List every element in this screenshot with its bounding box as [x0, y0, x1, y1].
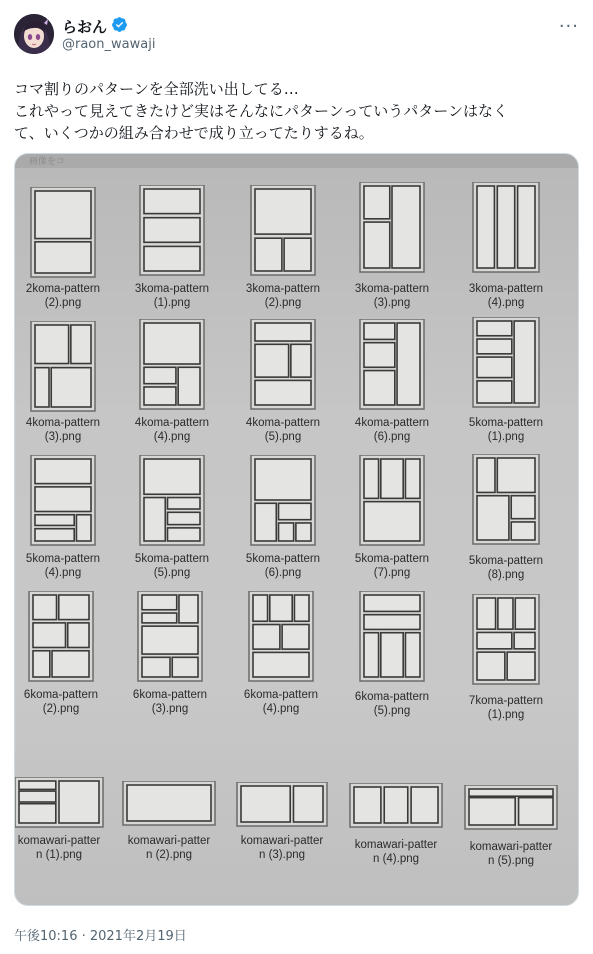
- comic-panel: [477, 632, 512, 648]
- file-name-line1: 4koma-pattern: [245, 417, 321, 429]
- comic-panel: [397, 323, 420, 405]
- comic-panel: [52, 651, 89, 677]
- photo-top-fragment: 画像をコ: [29, 157, 66, 167]
- file-name-label: [352, 416, 432, 444]
- comic-panel: [35, 487, 91, 512]
- file-name-line1: 5koma-pattern: [354, 553, 430, 565]
- file-thumbnail: [132, 455, 212, 582]
- file-name-line1: komawari-patter: [354, 839, 438, 851]
- file-name-label: [352, 552, 432, 580]
- file-thumbnail: [115, 781, 223, 864]
- file-thumbnail: [132, 185, 212, 312]
- comic-panel: [253, 595, 268, 621]
- comic-panel: [279, 503, 311, 519]
- file-name-line1: 4koma-pattern: [25, 417, 101, 429]
- comic-panel: [76, 515, 91, 541]
- file-name-line1: 5koma-pattern: [468, 555, 544, 567]
- tweet-line: て、いくつかの組み合わせで成り立ってたりするね。: [14, 124, 374, 142]
- file-name-line1: 5koma-pattern: [134, 553, 210, 565]
- comic-panel: [270, 595, 292, 621]
- panel-layout-icon: [132, 455, 212, 549]
- comic-panel: [511, 496, 535, 519]
- comic-panel: [296, 523, 311, 541]
- comic-panel: [33, 595, 57, 620]
- panel-layout-icon: [465, 182, 547, 276]
- file-name-line1: 6koma-pattern: [243, 689, 319, 701]
- file-name-line2: (4).png: [487, 297, 525, 309]
- comic-panel: [255, 238, 282, 271]
- comic-panel: [381, 633, 403, 677]
- comic-panel: [255, 344, 289, 377]
- file-name-label: [23, 416, 103, 444]
- comic-panel: [477, 357, 512, 378]
- file-name-label: [342, 838, 450, 866]
- file-name-label: [23, 282, 103, 310]
- comic-panel: [144, 367, 176, 383]
- tweet-photo[interactable]: [14, 153, 579, 906]
- file-name-line1: 3koma-pattern: [354, 283, 430, 295]
- file-name-label: [465, 416, 547, 444]
- panel-layout-icon: [352, 591, 432, 685]
- comic-panel: [364, 502, 420, 541]
- comic-panel: [477, 186, 494, 268]
- comic-panel: [477, 496, 509, 540]
- panel-layout-icon: [241, 591, 321, 685]
- file-name-line2: n (4).png: [372, 853, 420, 865]
- comic-panel: [179, 595, 198, 623]
- file-name-label: [21, 688, 101, 716]
- file-name-label: [229, 834, 335, 862]
- comic-panel: [142, 657, 170, 677]
- file-name-line2: (1).png: [153, 297, 191, 309]
- comic-panel: [255, 503, 276, 541]
- file-name-line2: n (1).png: [35, 849, 83, 861]
- panel-layout-icon: [21, 591, 101, 685]
- panel-layout-icon: [132, 185, 212, 279]
- panel-layout-icon: [243, 455, 323, 549]
- comic-panel: [364, 633, 379, 677]
- file-name-line1: 4koma-pattern: [354, 417, 430, 429]
- comic-panel: [364, 323, 395, 339]
- comic-panel: [354, 787, 381, 823]
- file-name-label: [352, 690, 432, 718]
- file-name-label: [241, 688, 321, 716]
- comic-panel: [71, 325, 91, 364]
- comic-panel: [35, 529, 74, 541]
- file-name-line1: komawari-patter: [469, 841, 553, 853]
- file-name-line1: 7koma-pattern: [468, 695, 544, 707]
- comic-panel: [518, 186, 535, 268]
- panel-layout-icon: [23, 455, 103, 549]
- comic-panel: [127, 785, 211, 821]
- file-thumbnail: [14, 777, 111, 864]
- file-name-line2: (5).png: [373, 705, 411, 717]
- comic-panel: [255, 323, 311, 341]
- comic-panel: [364, 186, 390, 219]
- comic-panel: [35, 368, 49, 407]
- comic-panel: [19, 781, 56, 789]
- panel-layout-icon: [465, 594, 547, 688]
- panel-layout-icon: [243, 185, 323, 279]
- comic-panel: [241, 786, 290, 822]
- file-name-line1: 5koma-pattern: [245, 553, 321, 565]
- file-thumbnail: [229, 782, 335, 864]
- comic-panel: [168, 498, 200, 509]
- file-name-label: [465, 554, 547, 582]
- comic-panel: [507, 652, 535, 680]
- comic-panel: [514, 321, 535, 403]
- file-name-line2: (2).png: [44, 297, 82, 309]
- comic-panel: [144, 459, 200, 494]
- comic-panel: [519, 798, 553, 825]
- file-name-line1: 6koma-pattern: [23, 689, 99, 701]
- file-thumbnail: [352, 182, 432, 312]
- panel-layout-icon: [229, 782, 335, 830]
- comic-panel: [144, 387, 176, 405]
- panel-layout-icon: [115, 781, 223, 829]
- comic-panel: [51, 368, 91, 407]
- file-name-line1: 5koma-pattern: [468, 417, 544, 429]
- comic-panel: [364, 222, 390, 268]
- file-name-line2: (6).png: [373, 431, 411, 443]
- file-name-line1: 6koma-pattern: [132, 689, 208, 701]
- comic-panel: [405, 633, 420, 677]
- panel-layout-icon: [132, 319, 212, 413]
- file-name-line1: 3koma-pattern: [468, 283, 544, 295]
- file-thumbnail: [23, 321, 103, 446]
- file-thumbnail: [352, 455, 432, 582]
- file-name-line1: 2koma-pattern: [25, 283, 101, 295]
- comic-panel: [469, 798, 515, 825]
- file-thumbnail: [243, 319, 323, 446]
- comic-panel: [255, 189, 311, 234]
- file-name-line2: n (5).png: [487, 855, 535, 867]
- file-name-line2: (8).png: [487, 569, 525, 581]
- panel-layout-icon: [342, 783, 450, 831]
- file-name-line2: n (3).png: [258, 849, 306, 861]
- panel-layout-icon: [465, 454, 547, 548]
- file-thumbnail: [342, 783, 450, 868]
- file-thumbnail: [352, 591, 432, 720]
- comic-panel: [384, 787, 408, 823]
- comic-panel: [293, 786, 323, 822]
- panel-layout-icon: [243, 319, 323, 413]
- file-name-line2: (7).png: [373, 567, 411, 579]
- panel-layout-icon: [457, 785, 565, 833]
- comic-panel: [142, 595, 177, 610]
- comic-panel: [35, 242, 91, 273]
- comic-panel: [392, 186, 420, 268]
- comic-panel: [142, 626, 198, 654]
- comic-panel: [144, 218, 200, 243]
- comic-panel: [405, 459, 420, 498]
- tweet-header: [14, 12, 579, 62]
- comic-panel: [364, 595, 420, 611]
- comic-panel: [515, 598, 535, 629]
- panel-layout-icon: [14, 777, 111, 831]
- file-name-line2: (1).png: [487, 709, 525, 721]
- comic-panel: [364, 343, 395, 368]
- comic-panel: [168, 528, 200, 541]
- file-name-line2: (4).png: [262, 703, 300, 715]
- comic-panel: [364, 459, 379, 498]
- file-name-line2: (4).png: [153, 431, 191, 443]
- comic-panel: [477, 321, 512, 336]
- file-name-line1: komawari-patter: [17, 835, 101, 847]
- file-name-label: [465, 282, 547, 310]
- comic-panel: [144, 246, 200, 271]
- tweet-line: これやって見えてきたけど実はそんなにパターンっていうパターンはなく: [14, 102, 508, 120]
- file-name-label: [465, 694, 547, 722]
- comic-panel: [255, 459, 311, 500]
- comic-panel: [35, 459, 91, 484]
- comic-panel: [294, 595, 309, 621]
- photo-top-strip: [15, 154, 578, 168]
- file-name-label: [352, 282, 432, 310]
- file-name-label: [243, 282, 323, 310]
- panel-layout-icon: [352, 182, 432, 276]
- file-thumbnail: [465, 182, 547, 312]
- file-name-line2: (5).png: [264, 431, 302, 443]
- comic-panel: [19, 804, 56, 823]
- file-name-line2: (3).png: [44, 431, 82, 443]
- file-name-label: [132, 416, 212, 444]
- file-name-line1: 5koma-pattern: [25, 553, 101, 565]
- comic-panel: [477, 381, 512, 403]
- comic-panel: [68, 623, 89, 648]
- display-name[interactable]: らおん: [62, 18, 108, 36]
- file-name-label: [130, 688, 210, 716]
- comic-panel: [35, 191, 91, 239]
- file-thumbnail: [130, 591, 210, 718]
- comic-panel: [291, 344, 311, 377]
- file-name-label: [457, 840, 565, 868]
- file-name-line2: (3).png: [373, 297, 411, 309]
- comic-panel: [477, 598, 496, 629]
- file-name-line2: (3).png: [151, 703, 189, 715]
- file-name-line2: (2).png: [264, 297, 302, 309]
- file-thumbnail: [465, 594, 547, 724]
- comic-panel: [498, 598, 513, 629]
- comic-panel: [144, 189, 200, 214]
- comic-panel: [511, 522, 535, 540]
- file-thumbnail: [243, 185, 323, 312]
- file-thumbnail: [241, 591, 321, 718]
- more-options-icon[interactable]: ···: [558, 16, 579, 37]
- file-name-line1: 4koma-pattern: [134, 417, 210, 429]
- comic-panel: [279, 523, 294, 541]
- file-name-line2: (4).png: [44, 567, 82, 579]
- panel-layout-icon: [352, 319, 432, 413]
- comic-panel: [35, 515, 74, 526]
- file-name-label: [14, 834, 111, 862]
- file-name-label: [132, 552, 212, 580]
- file-thumbnail: [243, 455, 323, 582]
- comic-panel: [59, 595, 89, 620]
- file-name-label: [23, 552, 103, 580]
- panel-layout-icon: [23, 321, 103, 415]
- file-name-label: [115, 834, 223, 862]
- file-thumbnail: [457, 785, 565, 870]
- comic-panel: [514, 632, 535, 648]
- comic-panel: [477, 652, 505, 680]
- tweet-line: コマ割りのパターンを全部洗い出してる…: [14, 80, 299, 98]
- avatar[interactable]: [14, 14, 54, 54]
- comic-panel: [178, 367, 200, 405]
- file-name-line2: (2).png: [42, 703, 80, 715]
- comic-panel: [33, 651, 50, 677]
- file-name-label: [243, 552, 323, 580]
- comic-panel: [19, 791, 56, 802]
- file-name-line1: 3koma-pattern: [134, 283, 210, 295]
- file-thumbnail: [465, 317, 547, 446]
- file-name-line1: komawari-patter: [127, 835, 211, 847]
- file-name-line2: n (2).png: [145, 849, 193, 861]
- comic-panel: [33, 623, 65, 648]
- file-thumbnail: [23, 187, 103, 312]
- panel-layout-icon: [130, 591, 210, 685]
- panel-layout-icon: [465, 317, 547, 411]
- comic-panel: [477, 458, 495, 492]
- comic-panel: [282, 625, 309, 650]
- comic-panel: [364, 615, 420, 630]
- comic-panel: [411, 787, 438, 823]
- file-name-line1: 6koma-pattern: [354, 691, 430, 703]
- verified-badge-icon: [111, 16, 128, 37]
- comic-panel: [253, 625, 280, 650]
- comic-panel: [172, 657, 198, 677]
- comic-panel: [477, 339, 512, 354]
- file-name-label: [243, 416, 323, 444]
- file-name-line2: (6).png: [264, 567, 302, 579]
- file-name-line1: 3koma-pattern: [245, 283, 321, 295]
- comic-panel: [469, 789, 553, 796]
- comic-panel: [142, 613, 177, 623]
- comic-panel: [253, 652, 309, 677]
- comic-panel: [59, 781, 99, 823]
- file-name-line2: (1).png: [487, 431, 525, 443]
- comic-panel: [255, 380, 311, 405]
- comic-panel: [168, 512, 200, 524]
- comic-panel: [497, 458, 535, 492]
- tweet-timestamp[interactable]: 午後10:16 · 2021年2月19日: [14, 929, 187, 944]
- comic-panel: [144, 498, 165, 541]
- user-handle[interactable]: @raon_wawaji: [62, 37, 156, 52]
- comic-panel: [144, 323, 200, 364]
- file-name-label: [132, 282, 212, 310]
- comic-panel: [284, 238, 311, 271]
- comic-panel: [364, 371, 395, 405]
- file-thumbnail: [23, 455, 103, 582]
- file-thumbnail: [132, 319, 212, 446]
- comic-panel: [381, 459, 403, 498]
- comic-panel: [35, 325, 69, 364]
- comic-panel: [497, 186, 514, 268]
- file-thumbnail: [21, 591, 101, 718]
- file-name-line2: (5).png: [153, 567, 191, 579]
- file-name-line1: komawari-patter: [240, 835, 324, 847]
- tweet-text: [14, 78, 584, 144]
- panel-layout-icon: [23, 187, 103, 281]
- file-thumbnail: [465, 454, 547, 584]
- panel-layout-icon: [352, 455, 432, 549]
- file-thumbnail: [352, 319, 432, 446]
